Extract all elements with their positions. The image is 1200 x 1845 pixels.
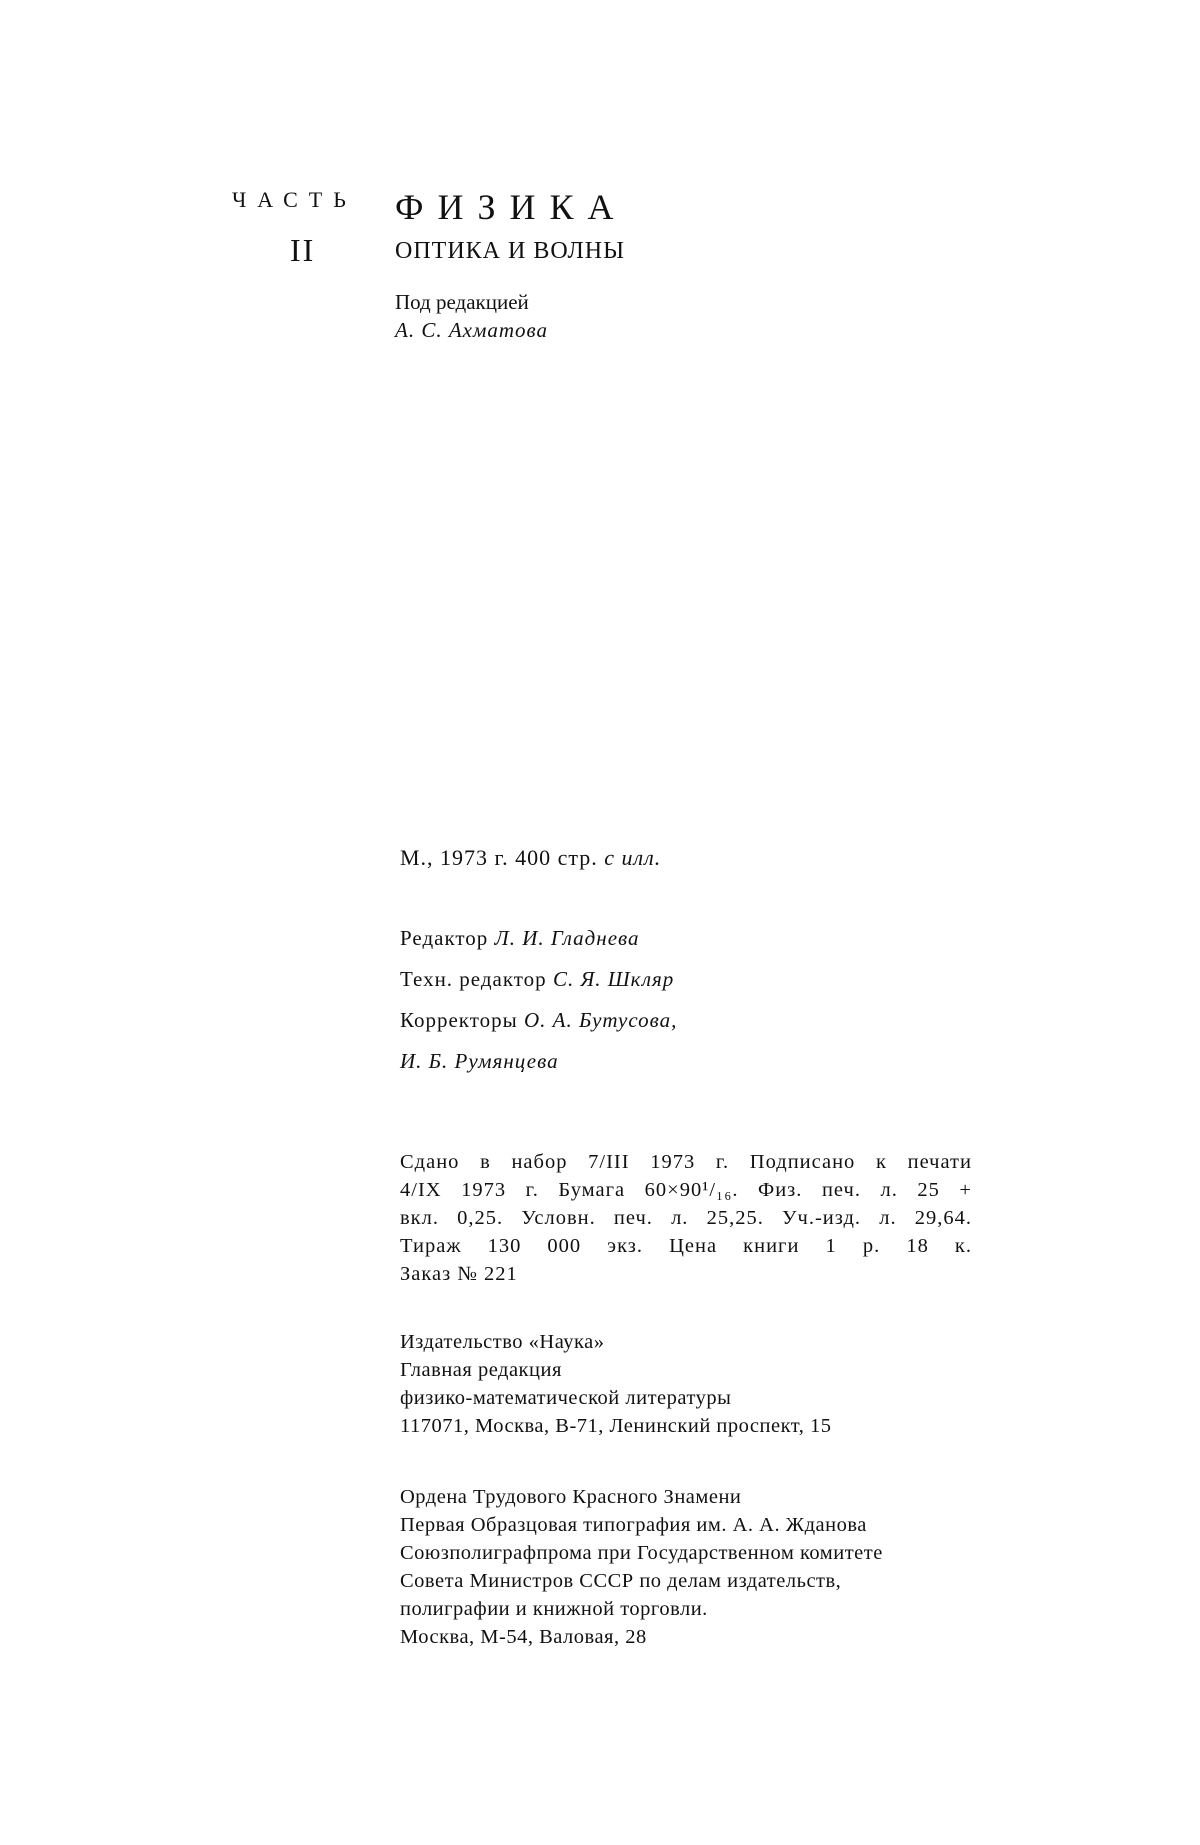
staff-role: Редактор: [400, 926, 489, 950]
printer-line: полиграфии и книжной торговли.: [400, 1598, 708, 1620]
publication-pages: 400 стр.: [515, 845, 598, 870]
printer-line: Первая Образцовая типография им. А. А. Жданова: [400, 1514, 867, 1536]
editor-name: А. С. Ахматова: [395, 318, 549, 342]
staff-row-proofreaders: [400, 1000, 677, 1041]
staff-name: О. А. Бутусова,: [523, 1008, 678, 1032]
staff-row-proofreader-2: [400, 1041, 677, 1082]
staff-name: И. Б. Румянцева: [400, 1049, 559, 1073]
book-title: ФИЗИКА: [395, 187, 628, 227]
part-number: II: [290, 232, 316, 268]
publication-illustrations: с илл.: [604, 845, 662, 870]
printer-line: Ордена Трудового Красного Знамени: [400, 1486, 742, 1508]
printer-line: Союзполиграфпрома при Государственном комитете: [400, 1542, 883, 1564]
print-info-line: вкл. 0,25. Условн. печ. л. 25,25. Уч.-изд. л. 29,64.: [400, 1207, 972, 1229]
staff-role: Корректоры: [400, 1008, 518, 1032]
publication-line: [400, 845, 661, 871]
part-label: ЧАСТЬ: [232, 187, 357, 212]
staff-name: Л. И. Гладнева: [494, 926, 640, 950]
publisher-block: [400, 1328, 831, 1440]
print-info-line: 4/IX 1973 г. Бумага 60×90¹/₁₆. Физ. печ. л. 25 +: [400, 1179, 972, 1201]
staff-role: Техн. редактор: [400, 967, 547, 991]
editor-label: Под редакцией: [395, 290, 529, 314]
staff-credits: [400, 918, 677, 1082]
book-subtitle: ОПТИКА И ВОЛНЫ: [395, 238, 626, 264]
staff-name: С. Я. Шкляр: [552, 967, 675, 991]
publisher-line: физико-математической литературы: [400, 1387, 732, 1409]
publisher-line: Главная редакция: [400, 1359, 562, 1381]
publisher-line: 117071, Москва, В-71, Ленинский проспект, 15: [400, 1415, 832, 1437]
printer-line: Москва, М-54, Валовая, 28: [400, 1626, 647, 1648]
print-info-block: [400, 1148, 972, 1288]
print-info-line: Сдано в набор 7/III 1973 г. Подписано к печати: [400, 1151, 972, 1173]
print-info-line: Тираж 130 000 экз. Цена книги 1 р. 18 к.: [400, 1235, 972, 1257]
staff-row-tech-editor: [400, 959, 677, 1000]
printer-line: Совета Министров СССР по делам издательств,: [400, 1570, 842, 1592]
staff-row-editor: [400, 918, 677, 959]
print-info-line: Заказ № 221: [400, 1263, 518, 1285]
publisher-line: Издательство «Наука»: [400, 1331, 605, 1353]
printer-block: [400, 1483, 883, 1651]
publication-place-year: М., 1973 г.: [400, 845, 509, 870]
